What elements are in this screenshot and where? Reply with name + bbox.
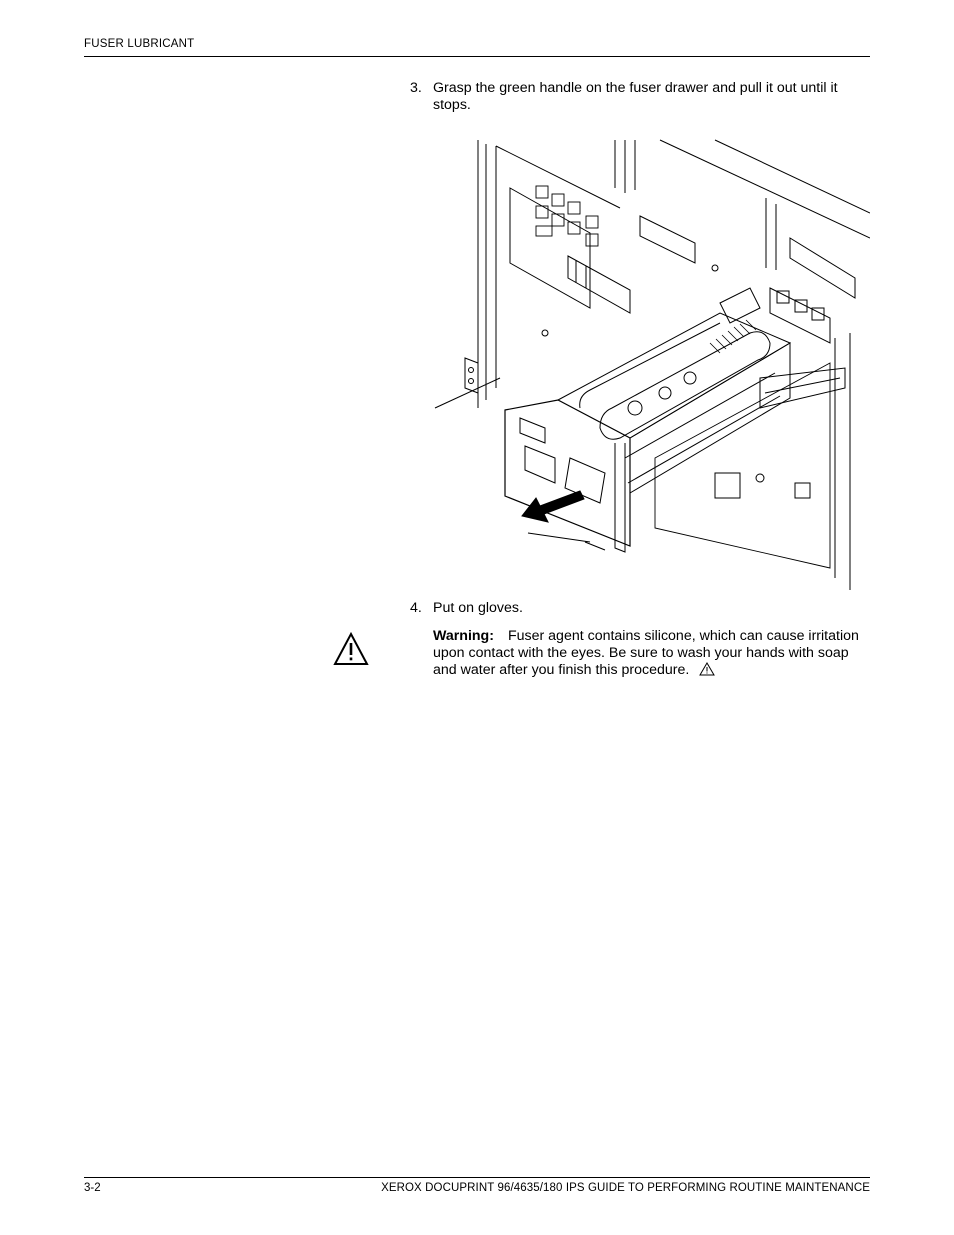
warning-triangle-icon xyxy=(333,632,369,666)
end-warning-icon xyxy=(699,662,715,676)
running-header-title: FUSER LUBRICANT xyxy=(84,38,195,50)
step-4 xyxy=(410,600,872,617)
fuser-drawer-illustration xyxy=(430,138,870,590)
step-text: Put on gloves. xyxy=(433,600,523,616)
warning-text: Fuser agent contains silicone, which can cause irritation upon contact with the eyes. Be sure to wash your hands with soap and water after you finish this procedure. xyxy=(433,628,859,678)
footer-document-title: XEROX DOCUPRINT 96/4635/180 IPS GUIDE TO PERFORMING ROUTINE MAINTENANCE xyxy=(381,1182,870,1194)
warning-label: Warning: xyxy=(433,628,494,644)
footer-rule xyxy=(84,1177,870,1178)
page-number: 3-2 xyxy=(84,1182,101,1194)
step-3 xyxy=(410,80,872,114)
step-text: Grasp the green handle on the fuser drawer and pull it out until it stops. xyxy=(433,80,838,113)
pull-arrow-icon xyxy=(522,491,584,522)
warning-note xyxy=(433,628,873,679)
step-number: 4. xyxy=(410,600,422,616)
header-rule xyxy=(84,56,870,57)
step-number: 3. xyxy=(410,80,422,96)
